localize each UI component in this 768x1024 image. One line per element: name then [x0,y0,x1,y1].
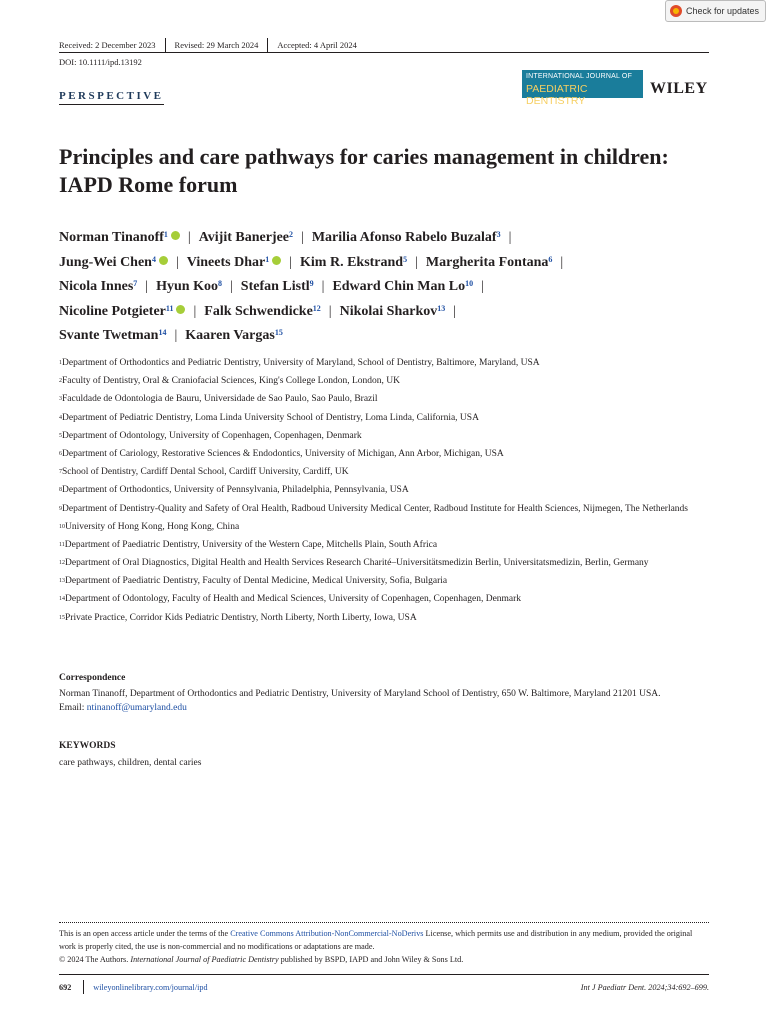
license-divider [59,922,709,923]
affiliation: $^{13}$Department of Paediatric Dentistry, Faculty of Dental Medicine, Medical University, Sofia, Bulgaria [59,576,448,587]
article-title: Principles and care pathways for caries management in children: IAPD Rome forum [59,144,669,197]
affiliation: $^{14}$Department of Odontology, Faculty of Health and Medical Sciences, University of Copenhagen, Copenhagen, Denmark [59,594,522,605]
keywords-heading: KEYWORDS [59,741,116,751]
author[interactable]: Margherita Fontana$^6$ [425,254,553,270]
email-link[interactable]: ntinanoff@umaryland.edu [86,703,187,713]
affiliation: $^{15}$Private Practice, Corridor Kids Pediatric Dentistry, North Liberty, North Liberty, Iowa, USA [59,612,417,623]
divider [165,38,166,52]
affiliation: $^4$Department of Pediatric Dentistry, Loma Linda University School of Dentistry, Loma Linda, California, USA [59,412,479,423]
orcid-icon[interactable] [171,231,180,240]
correspondence-address: Norman Tinanoff, Department of Orthodontics and Pediatric Dentistry, University of Maryland School of Dentistry, 650 W. Baltimore, Maryland 21201 USA. [59,689,661,699]
affiliation: $^3$Faculdade de Odontologia de Bauru, Universidade de Sao Paulo, Sao Paulo, Brazil [59,394,378,405]
author[interactable]: Falk Schwendicke$^{12}$ [204,303,321,319]
author[interactable]: Hyun Koo$^8$ [156,279,222,294]
check-for-updates-button[interactable] [665,0,766,22]
author[interactable]: Vineets Dhar$^1$ [186,254,270,270]
license-text [59,927,709,966]
journal-logo-line1: INTERNATIONAL JOURNAL OF [526,73,633,80]
divider [267,38,268,52]
author[interactable]: Marilia Afonso Rabelo Buzalaf$^3$ [311,230,501,245]
article-dates [59,38,357,52]
accepted-date: Accepted: 4 April 2024 [277,40,357,50]
author[interactable]: Nicola Innes$^7$ [59,279,138,294]
author[interactable]: Nicoline Potgieter$^{11}$ [59,303,174,319]
section-label: PERSPECTIVE [59,90,164,102]
section-rule [59,104,164,105]
publisher-logo: WILEY [650,80,708,97]
crossmark-icon [670,5,682,17]
divider [83,980,84,994]
keywords-text: care pathways, children, dental caries [59,758,202,768]
affiliation: $^7$School of Dentistry, Cardiff Dental School, Cardiff University, Cardiff, UK [59,467,349,478]
author[interactable]: Edward Chin Man Lo$^{10}$ [332,279,474,294]
author[interactable]: Nikolai Sharkov$^{13}$ [339,303,446,319]
correspondence-email-line: Email: ntinanoff@umaryland.edu [59,703,187,713]
page-number: 692 [59,982,72,992]
doi: DOI: 10.1111/ipd.13192 [59,57,142,67]
check-for-updates-label: Check for updates [685,6,759,16]
author[interactable]: Avijit Banerjee$^2$ [198,230,294,245]
affiliation: $^9$Department of Dentistry-Quality and Safety of Oral Health, Radboud University Medical Center, Radboud Institute for Health Sciences, Nijmegen, The Netherlands [59,503,689,514]
correspondence-text [59,687,709,715]
affiliation: $^1$Department of Orthodontics and Pediatric Dentistry, University of Maryland, School of Dentistry, Baltimore, Maryland, USA [59,358,540,368]
correspondence-heading: Correspondence [59,673,126,683]
affiliation: $^{10}$University of Hong Kong, Hong Kong, China [59,521,240,532]
affiliation: $^5$Department of Odontology, University of Copenhagen, Copenhagen, Denmark [59,430,362,441]
page-footer [59,980,709,994]
orcid-icon[interactable] [272,256,281,265]
affiliation: $^{11}$Department of Paediatric Dentistry, University of the Western Cape, Mitchells Plain, South Africa [59,539,438,550]
author[interactable]: Kim R. Ekstrand$^5$ [300,254,408,270]
affiliation: $^8$Department of Orthodontics, University of Pennsylvania, Philadelphia, Pennsylvania, USA [59,485,409,496]
affiliation-list [59,357,709,630]
author[interactable]: Jung-Wei Chen$^4$ [59,254,156,270]
affiliation: $^{12}$Department of Oral Diagnostics, Digital Health and Health Services Research Charité–Universitätsmedizin Berlin, Universitatsmedizin, Berlin, Germany [59,558,649,569]
author[interactable]: Kaaren Vargas$^{15}$ [185,328,283,343]
journal-url-link[interactable]: wileyonlinelibrary.com/journal/ipd [93,982,208,992]
author[interactable]: Svante Twetman$^{14}$ [59,328,167,343]
author-list: Norman Tinanoff$^1$iD | Avijit Banerjee$^2$ | Marilia Afonso Rabelo Buzalaf$^3$ | Jung-Wei Chen$^4$iD | Vineets Dhar$^1$iD | Kim R. Ekstrand$^5$ | Margherita Fontana$^6$ | Nicola Innes$^7$ | Hyun Koo$^8$ | Stefan Listl$^9$ | Edward Chin Man Lo$^{10}$ | Nicoline Potgieter$^{11}$iD | Falk Schwendicke$^{12}$ | Nikolai Sharkov$^{13}$ | Svante Twetman$^{14}$ | Kaaren Vargas$^{15}$ [59,226,709,349]
author[interactable]: Stefan Listl$^9$ [240,279,314,294]
revised-date: Revised: 29 March 2024 [174,40,259,50]
header-rule [59,52,709,53]
affiliation: $^6$Department of Cariology, Restorative Sciences & Endodontics, University of Michigan, Ann Arbor, Michigan, USA [59,448,504,459]
journal-logo-line2: PAEDIATRIC DENTISTRY [526,83,588,107]
orcid-icon[interactable] [159,256,168,265]
copyright: © 2024 The Authors. International Journal of Paediatric Dentistry published by BSPD, IAPD and John Wiley & Sons Ltd. [59,955,464,964]
affiliation: $^2$Faculty of Dentistry, Oral & Craniofacial Sciences, King's College London, London, UK [59,376,401,387]
author[interactable]: Norman Tinanoff$^1$ [59,230,168,245]
citation: Int J Paediatr Dent. 2024;34:692–699. [580,982,709,992]
orcid-icon[interactable] [176,305,185,314]
cc-license-link[interactable]: Creative Commons Attribution-NonCommercial-NoDerivs [230,929,424,938]
license-statement: This is an open access article under the terms of the Creative Commons Attribution-NonCommercial-NoDerivs License, which permits use and distribution in any medium, provided the original work is properly cited, the use is non-commercial and no modifications or adaptations are made. [59,929,693,951]
journal-logo [522,70,643,107]
footer-rule [59,974,709,975]
received-date: Received: 2 December 2023 [59,40,156,50]
